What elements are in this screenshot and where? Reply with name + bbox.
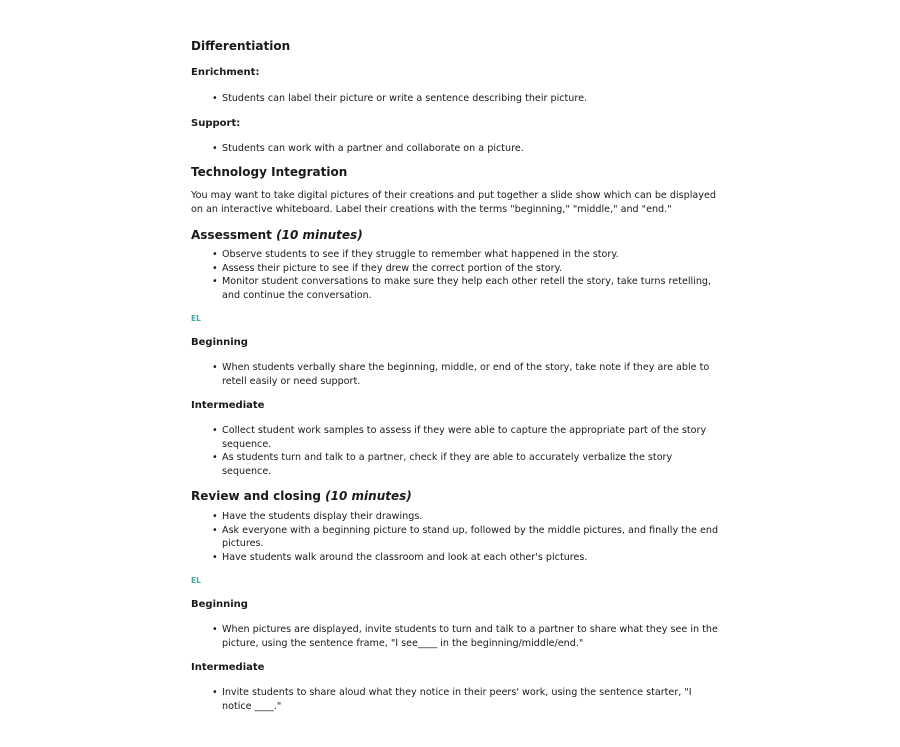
intermediate-label: Intermediate	[191, 662, 265, 673]
list-item: • Ask everyone with a beginning picture to stand up, followed by the middle pictures, and finally the end pictures.	[222, 524, 721, 551]
support-list	[191, 142, 721, 156]
technology-text: You may want to take digital pictures of their creations and put together a slide show which can be displayed on an interactive whiteboard. Label their creations with the terms "beginning," "middle," and "end."	[191, 190, 716, 215]
review-duration: (10 minutes)	[325, 489, 412, 503]
review-heading	[191, 488, 721, 504]
list-item: • When students verbally share the beginning, middle, or end of the story, take note if they are able to retell easily or need support.	[222, 361, 721, 388]
list-item: • Have students walk around the classroom and look at each other's pictures.	[222, 551, 721, 565]
assessment-list	[191, 248, 721, 302]
assessment-title: Assessment	[191, 228, 272, 242]
beginning-label: Beginning	[191, 337, 248, 348]
enrichment-list	[191, 92, 721, 106]
assessment-heading	[191, 227, 721, 243]
intermediate-label: Intermediate	[191, 400, 265, 411]
list-item: • Students can work with a partner and collaborate on a picture.	[222, 142, 721, 156]
assessment-duration: (10 minutes)	[276, 228, 363, 242]
lesson-content	[191, 38, 721, 713]
enrichment-label: Enrichment:	[191, 67, 260, 78]
list-item: • Assess their picture to see if they drew the correct portion of the story.	[222, 262, 721, 276]
review-beginning-list	[191, 623, 721, 650]
review-title: Review and closing	[191, 489, 321, 503]
list-item: • Have the students display their drawings.	[222, 510, 721, 524]
review-list	[191, 510, 721, 564]
el-label: EL	[191, 576, 201, 585]
list-item: • Invite students to share aloud what they notice in their peers' work, using the sentence starter, "I notice ____."	[222, 686, 721, 713]
review-intermediate-list	[191, 686, 721, 713]
assessment-intermediate-list	[191, 424, 721, 478]
list-item: • Monitor student conversations to make sure they help each other retell the story, take turns retelling, and continue the conversation.	[222, 275, 721, 302]
list-item: • Collect student work samples to assess if they were able to capture the appropriate part of the story sequence.	[222, 424, 721, 451]
assessment-beginning-list	[191, 361, 721, 388]
beginning-label: Beginning	[191, 599, 248, 610]
list-item: • Students can label their picture or write a sentence describing their picture.	[222, 92, 721, 106]
support-label: Support:	[191, 117, 241, 129]
list-item: • As students turn and talk to a partner, check if they are able to accurately verbalize the story sequence.	[222, 451, 721, 478]
list-item: • Observe students to see if they struggle to remember what happened in the story.	[222, 248, 721, 262]
technology-heading: Technology Integration	[191, 165, 348, 179]
el-label: EL	[191, 314, 201, 323]
differentiation-heading: Differentiation	[191, 39, 291, 53]
list-item: • When pictures are displayed, invite students to turn and talk to a partner to share what they see in the picture, using the sentence frame, "I see____ in the beginning/middle/end."	[222, 623, 721, 650]
